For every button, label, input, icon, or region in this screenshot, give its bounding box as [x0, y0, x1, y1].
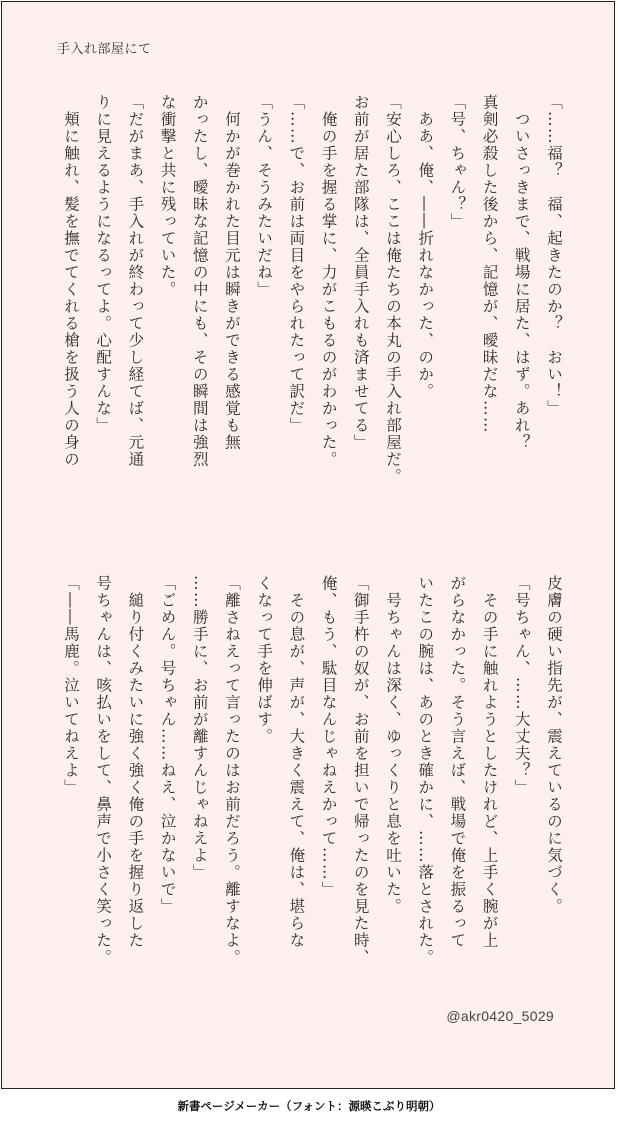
page-title: 手入れ部屋にて [57, 42, 152, 57]
vertical-text-block-top: 「……福？ 福、起きたのか？ おい！」 ついさっきまで、戦場に居た、はず。あれ？ 真剣必殺した後から、記憶が、曖昧だな…… 「号、ちゃん？」 ああ、俺、――折れなかった、のか。 「安心しろ、ここは俺たちの本丸の手入れ部屋だ。 お前が居た部隊は、全員手入れも済ませてる」 俺の手を握る掌に、力がこもるのがわかった。 「……で、お前は両目をやられたって訳だ」 「うん、そうみたいだね」 何かが巻かれた目元は瞬きができる感覚も無 かったし、曖昧な記憶の中にも、その瞬間は強烈 な衝撃と共に残っていた。 「だがまあ、手入れが終わって少し経てば、元通 りに見えるようになるってよ。心配すんな」 頬に触れ、髪を撫でてくれる槍を扱う人の身の [61, 94, 563, 485]
generator-footer: 新書ページメーカー（フォント：源暎こぶり明朝） [177, 1099, 441, 1113]
author-credit: @akr0420_5029 [446, 1008, 554, 1024]
novel-page [1, 1, 615, 1089]
vertical-text-block-bottom: 皮膚の硬い指先が、震えているのに気づく。 「号ちゃん、……大丈夫？」 その手に触れようとしたけれど、上手く腕が上 がらなかった。そう言えば、戦場で俺を振るって いたこの腕は、あのとき確かに、……落とされた。 号ちゃんは深く、ゆっくりと息を吐いた。 「御手杵の奴が、お前を担いで帰ったのを見た時、 俺、もう、駄目なんじゃねえかって……」 その息が、声が、大きく震えて、俺は、堪らな くなって手を伸ばす。 「離さねえって言ったのはお前だろう。離すなよ。 ……勝手に、お前が離すんじゃねえよ」 「ごめん。号ちゃん……ねえ、泣かないで」 縋り付くみたいに強く強く俺の手を握り返した 号ちゃんは、咳払いをして、鼻声で小さく笑った。 「――馬鹿。泣いてねえよ」 [61, 575, 563, 966]
